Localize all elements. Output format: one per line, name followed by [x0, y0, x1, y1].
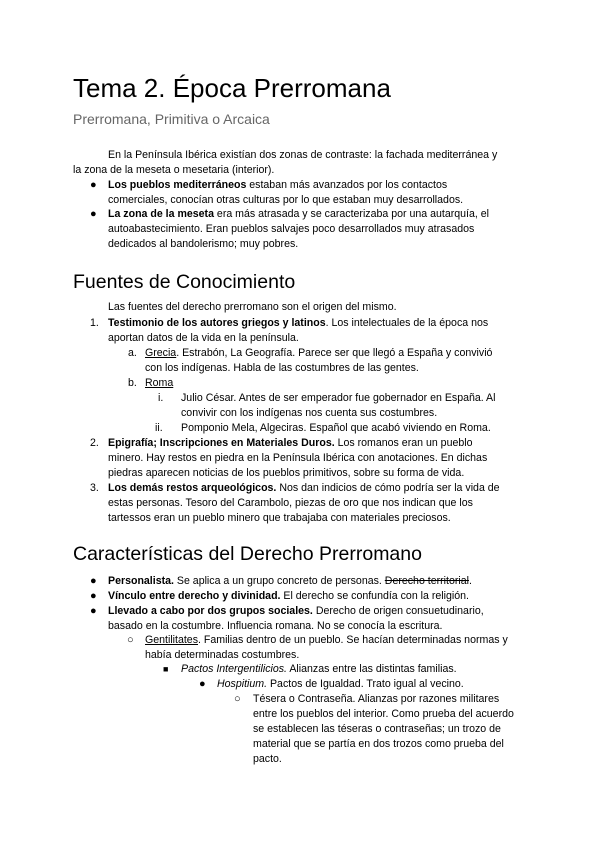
fuentes-item-3-line-2: estas personas. Tesoro del Carambolo, piezas de oro que nos indican que los	[108, 497, 473, 509]
caract-hospitium: Hospitium. Pactos de Igualdad. Trato igual al vecino.	[217, 678, 464, 690]
caract-personalista: Personalista. Se aplica a un grupo concreto de personas. Derecho territorial.	[108, 575, 472, 587]
bullet-meseta-line-3: dedicados al bandolerismo; muy pobres.	[108, 238, 299, 250]
fuentes-intro: Las fuentes del derecho prerromano son el origen del mismo.	[108, 301, 397, 313]
bullet-circle: ○	[234, 693, 241, 705]
caract-gentilitates-line-2: había determinadas costumbres.	[145, 649, 300, 661]
bullet-dot: ●	[90, 590, 97, 602]
bullet-mediterranean-line-2: comerciales, conocían otras culturas por lo que estaban muy desarrollados.	[108, 194, 464, 206]
bullet-circle: ○	[127, 634, 134, 646]
section-heading-caracteristicas: Características del Derecho Prerromano	[73, 543, 422, 565]
bullet-dot: ●	[90, 208, 97, 220]
list-number: 2.	[90, 437, 99, 449]
caract-vinculo: Vínculo entre derecho y divinidad. El derecho se confundía con la religión.	[108, 590, 469, 602]
list-number: 3.	[90, 482, 99, 494]
list-number: 1.	[90, 317, 99, 329]
page-subtitle: Prerromana, Primitiva o Arcaica	[73, 111, 270, 127]
fuentes-item-3: Los demás restos arqueológicos. Nos dan indicios de cómo podría ser la vida de	[108, 482, 500, 494]
fuentes-item-2-line-2: minero. Hay restos en piedra en la Península Ibérica con anotaciones. En dichas	[108, 452, 488, 464]
bullet-dot: ●	[90, 605, 97, 617]
caract-tesera: Tésera o Contraseña. Alianzas por razones militares	[253, 693, 500, 705]
list-roman: i.	[158, 392, 164, 404]
bullet-meseta: La zona de la meseta era más atrasada y se caracterizaba por una autarquía, el	[108, 208, 489, 220]
bullet-dot: ●	[90, 179, 97, 191]
bullet-square: ■	[163, 664, 169, 674]
fuentes-item-grecia: Grecia. Estrabón, La Geografía. Parece ser que llegó a España y convivió	[145, 347, 493, 359]
caract-tesera-line-5: pacto.	[253, 753, 282, 765]
caract-grupos-line-2: basado en la costumbre. Influencia romana. No se conocía la escritura.	[108, 620, 443, 632]
caract-gentilitates: Gentilitates. Familias dentro de un pueblo. Se hacían determinadas normas y	[145, 634, 508, 646]
caract-tesera-line-2: entre los pueblos del interior. Como prueba del acuerdo	[253, 708, 514, 720]
fuentes-item-2-line-3: piedras aparecen noticias de los pueblos primitivos, sobre su forma de vida.	[108, 467, 465, 479]
fuentes-item-1-line-2: aportan datos de la vida en la península.	[108, 332, 299, 344]
list-letter: b.	[128, 377, 137, 389]
fuentes-item-roma: Roma	[145, 377, 174, 389]
bullet-mediterranean: Los pueblos mediterráneos estaban más avanzados por los contactos	[108, 179, 448, 191]
caract-tesera-line-3: se establecen las téseras o contraseñas; un trozo de	[253, 723, 501, 735]
bullet-dot: ●	[90, 575, 97, 587]
caract-grupos: Llevado a cabo por dos grupos sociales. Derecho de origen consuetudinario,	[108, 605, 484, 617]
roma-item-i: Julio César. Antes de ser emperador fue gobernador en España. Al	[181, 392, 496, 404]
fuentes-item-2: Epigrafía; Inscripciones en Materiales Duros. Los romanos eran un pueblo	[108, 437, 473, 449]
fuentes-item-3-line-3: tartessos eran un pueblo minero que trabajaba con materiales preciosos.	[108, 512, 451, 524]
fuentes-item-grecia-line-2: con los indígenas. Habla de las costumbres de las gentes.	[145, 362, 419, 374]
intro-line-1: En la Península Ibérica existían dos zonas de contraste: la fachada mediterránea y	[108, 149, 498, 161]
bullet-dot: ●	[199, 678, 206, 690]
bullet-meseta-line-2: autoabastecimiento. Eran pueblos salvajes poco desarrollados muy atrasados	[108, 223, 475, 235]
list-roman: ii.	[155, 422, 163, 434]
section-heading-fuentes: Fuentes de Conocimiento	[73, 271, 296, 293]
caract-tesera-line-4: material que se partía en dos trozos como prueba del	[253, 738, 504, 750]
list-letter: a.	[128, 347, 137, 359]
caract-pactos: Pactos Intergentilicios. Alianzas entre las distintas familias.	[181, 663, 457, 675]
intro-line-2: la zona de la meseta o mesetaria (interior).	[73, 164, 275, 176]
roma-item-ii: Pomponio Mela, Algeciras. Español que acabó viviendo en Roma.	[181, 422, 491, 434]
roma-item-i-line-2: convivir con los indígenas nos cuenta sus costumbres.	[181, 407, 438, 419]
page-title: Tema 2. Época Prerromana	[73, 73, 391, 103]
fuentes-item-1: Testimonio de los autores griegos y latinos. Los intelectuales de la época nos	[108, 317, 489, 329]
